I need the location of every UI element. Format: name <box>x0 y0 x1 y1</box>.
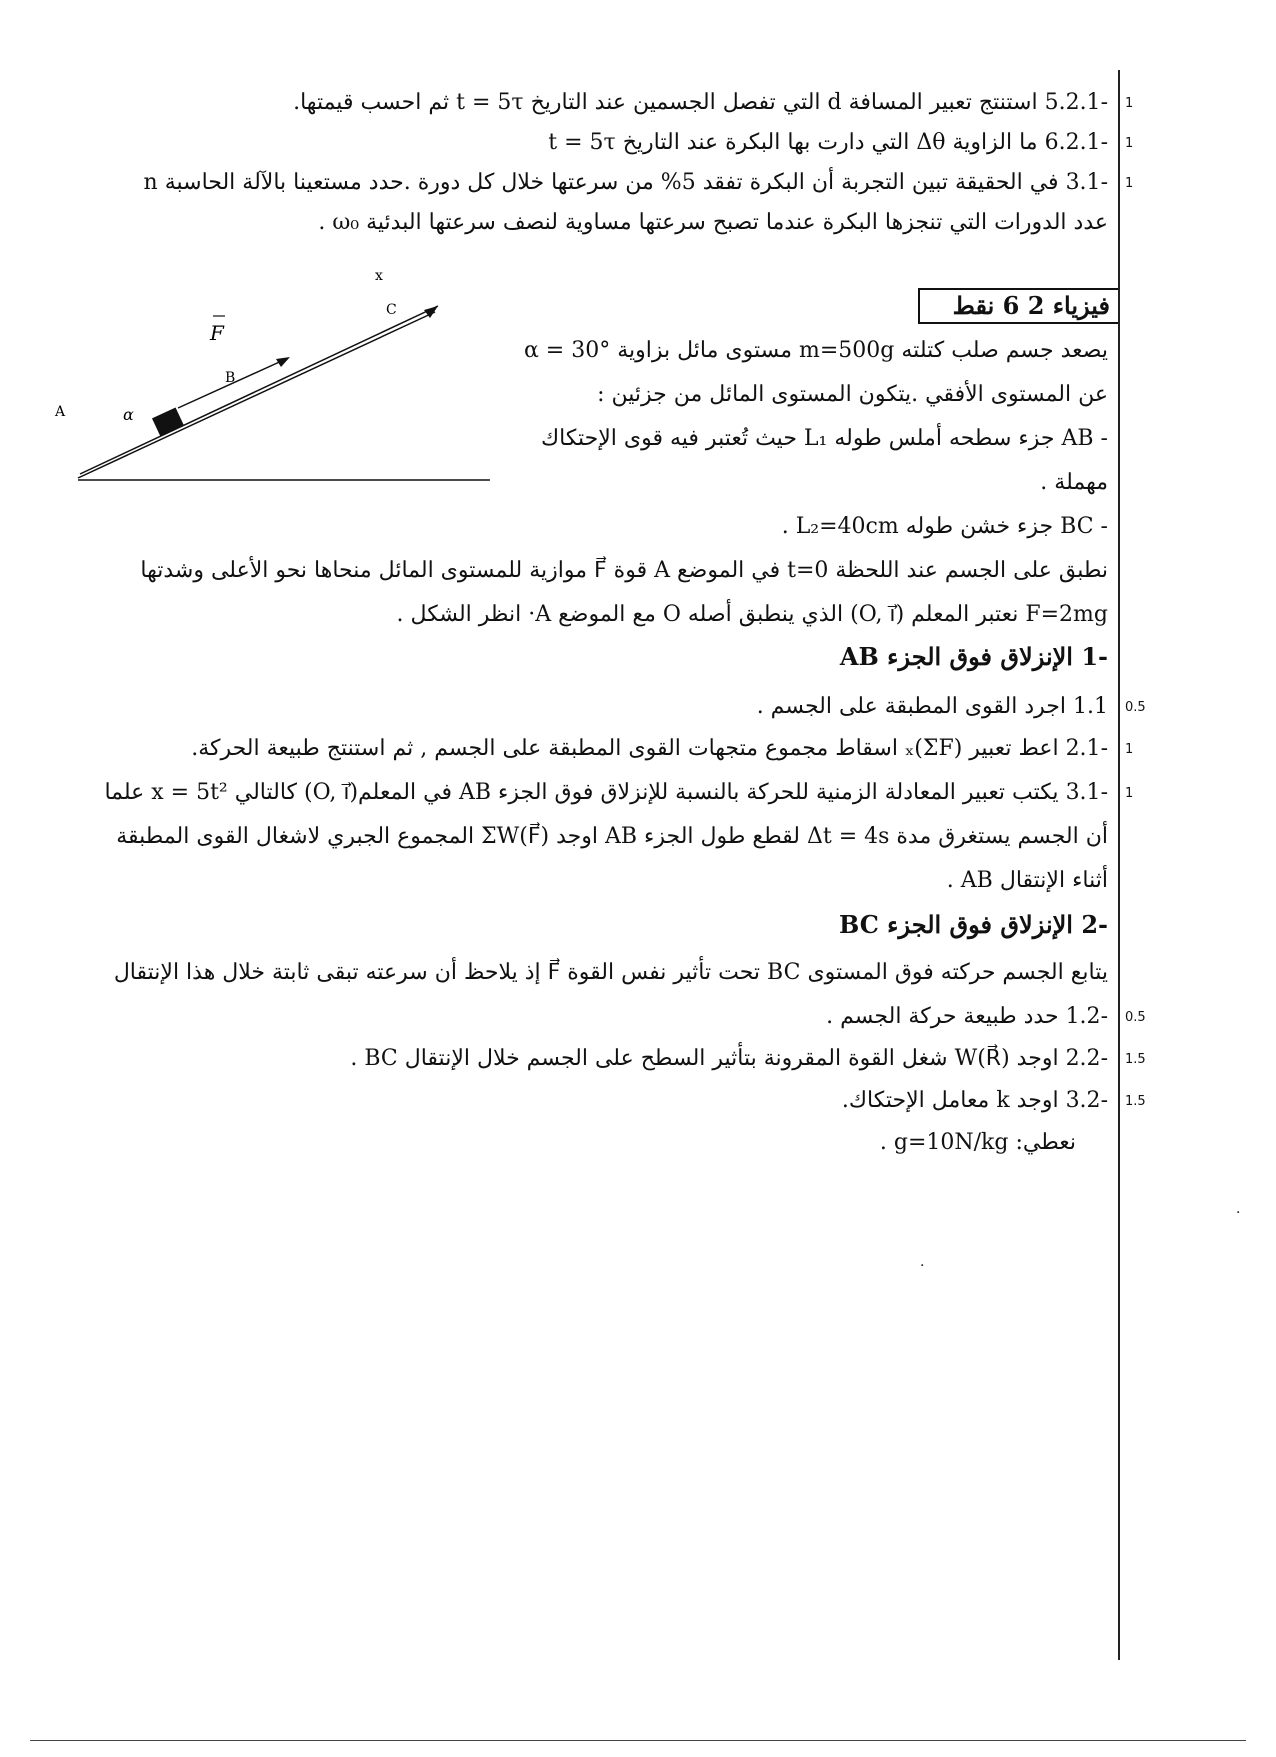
scan-speck-2: · <box>1236 1205 1241 1221</box>
margin-rule <box>1118 70 1120 1660</box>
intro-line-5: - BC جزء خشن طوله L₂=40cm . <box>781 514 1108 539</box>
question-3-1-a: -3.1 في الحقيقة تبين التجربة أن البكرة تفقد 5% من سرعتها خلال كل دورة .حدد مستعينا بالآلة الحاسبة n <box>143 170 1108 195</box>
intro-line-2: عن المستوى الأفقي .يتكون المستوى المائل من جزئين : <box>597 382 1108 407</box>
mark-2-1: 1 <box>1125 742 1134 757</box>
incline-lower <box>78 312 435 478</box>
intro-line-7: F=2mg نعتبر المعلم (O, i⃗) الذي ينطبق أصله O مع الموضع A· انظر الشكل . <box>396 602 1108 627</box>
question-5-2-1: -5.2.1 استنتج تعبير المسافة d التي تفصل الجسمين عند التاريخ t = 5τ ثم احسب قيمتها. <box>293 90 1108 115</box>
mark-2-2: 1.5 <box>1125 1052 1146 1067</box>
solid-block <box>152 407 184 436</box>
question-1-1: 1.1 اجرد القوى المطبقة على الجسم . <box>756 694 1108 719</box>
force-label: F <box>210 321 224 345</box>
part2-title: -2 الإنزلاق فوق الجزء BC <box>838 910 1108 939</box>
mark-6-2-1: 1 <box>1125 136 1134 151</box>
question-3-1-b-cont: أن الجسم يستغرق مدة Δt = 4s لقطع طول الجزء AB اوجد ΣW(F⃗) المجموع الجبري لاشغال القوى المطبقة <box>116 824 1108 849</box>
mark-1-2: 0.5 <box>1125 1010 1146 1025</box>
mark-3-1-b: 1 <box>1125 786 1134 801</box>
question-1-2: -1.2 حدد طبيعة حركة الجسم . <box>826 1004 1108 1029</box>
section-title: فيزياء 2 6 نقط <box>918 288 1118 324</box>
alpha-label: α <box>123 405 134 424</box>
question-3-1-b-cont2: أثناء الإنتقال AB . <box>946 868 1108 893</box>
point-b-label: B <box>225 370 236 386</box>
mark-1-1: 0.5 <box>1125 700 1146 715</box>
part1-title: -1 الإنزلاق فوق الجزء AB <box>839 642 1108 671</box>
inclined-plane-figure <box>50 268 500 490</box>
point-a-label: A <box>55 404 66 420</box>
scan-speck: · <box>920 1258 925 1274</box>
question-2-2: -2.2 اوجد W(R⃗) شغل القوة المقرونة بتأثير السطح على الجسم خلال الإنتقال BC . <box>350 1046 1108 1071</box>
point-c-label: C <box>386 302 397 318</box>
given-constant: نعطي: g=10N/kg . <box>879 1130 1076 1155</box>
question-3-1-a-cont: عدد الدورات التي تنجزها البكرة عندما تصبح سرعتها مساوية لنصف سرعتها البدئية ω₀ . <box>318 210 1108 235</box>
intro-line-1: يصعد جسم صلب كتلته m=500g مستوى مائل بزاوية α = 30° <box>523 338 1108 363</box>
question-6-2-1: -6.2.1 ما الزاوية Δθ التي دارت بها البكرة عند التاريخ t = 5τ <box>548 130 1108 155</box>
incline-upper <box>80 306 438 474</box>
force-arrowhead <box>276 357 290 367</box>
question-3-1-b: -3.1 يكتب تعبير المعادلة الزمنية للحركة بالنسبة للإنزلاق فوق الجزء AB في المعلم(O, i⃗) كالتالي x = 5t² علما <box>104 780 1108 805</box>
mark-3-2: 1.5 <box>1125 1094 1146 1109</box>
mark-5-2-1: 1 <box>1125 96 1134 111</box>
mark-3-1-a: 1 <box>1125 176 1134 191</box>
question-3-2: -3.2 اوجد k معامل الإحتكاك. <box>841 1088 1108 1113</box>
question-2-1: -2.1 اعط تعبير (ΣF)ₓ اسقاط مجموع متجهات القوى المطبقة على الجسم , ثم استنتج طبيعة الحركة. <box>191 736 1108 761</box>
part2-intro: يتابع الجسم حركته فوق المستوى BC تحت تأثير نفس القوة F⃗ إذ يلاحظ أن سرعته تبقى ثابتة خلال هذا الإنتقال <box>113 960 1108 985</box>
intro-line-3: - AB جزء سطحه أملس طوله L₁ حيث تُعتبر فيه قوى الإحتكاك <box>541 426 1108 451</box>
intro-line-6: نطبق على الجسم عند اللحظة t=0 في الموضع A قوة F⃗ موازية للمستوى المائل منحاها نحو الأعلى وشدتها <box>140 558 1108 583</box>
x-axis-label: x <box>375 268 383 284</box>
bottom-rule <box>30 1740 1246 1741</box>
intro-line-4: مهملة . <box>1040 470 1108 495</box>
